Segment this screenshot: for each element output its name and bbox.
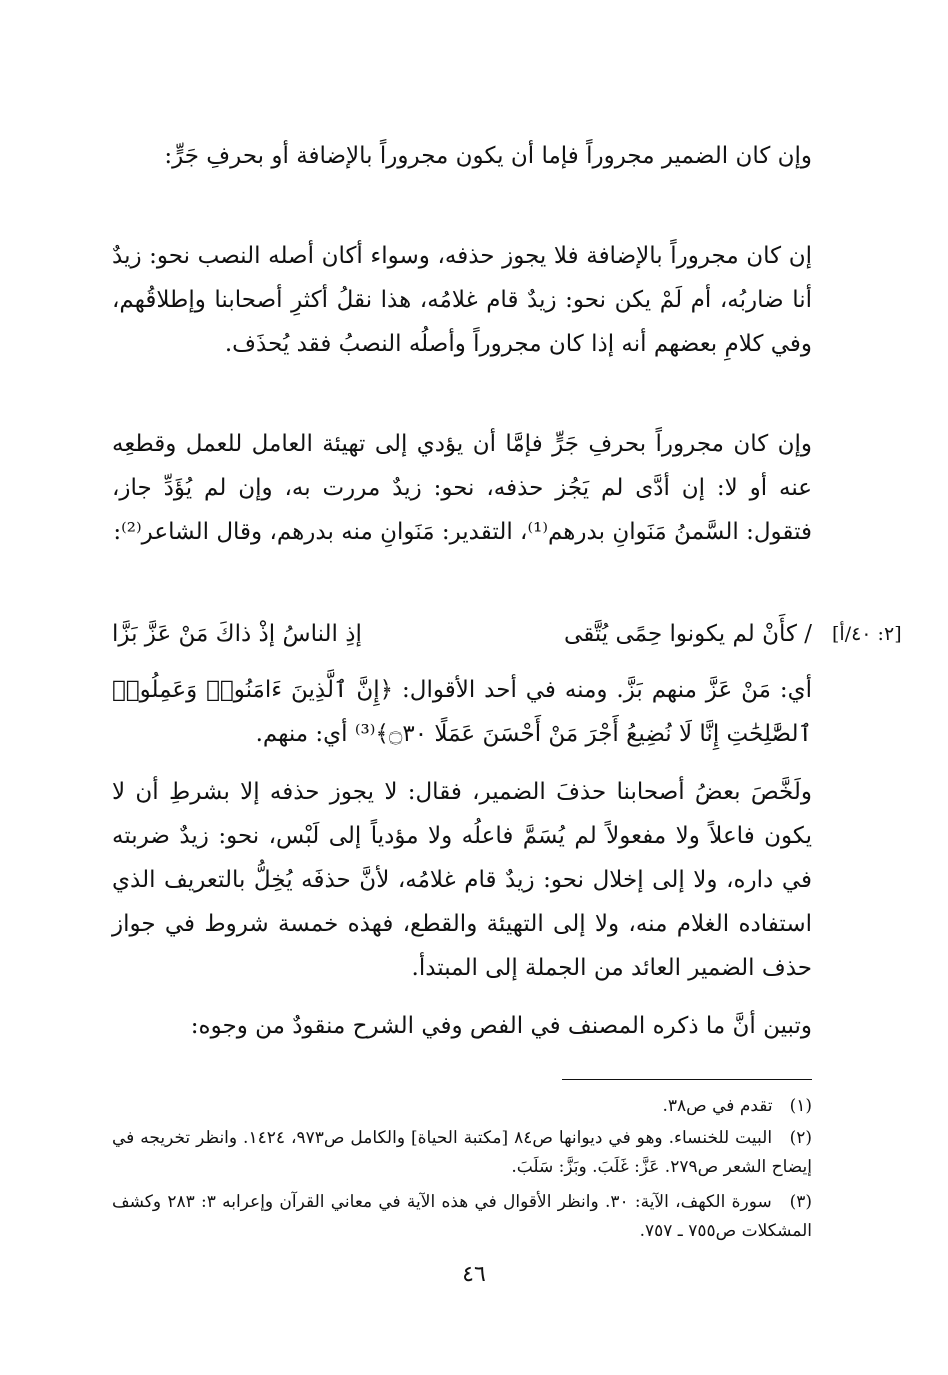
paragraph-3: وإن كان مجروراً بحرفِ جَرٍّ فإمَّا أن يؤدي إلى تهيئة العامل للعمل وقطعِه عنه أو لا: إن أدَّى لم يَجُز حذفه، نحو: زيدٌ مررت به، وإن لم يُؤَدِّ جاز، فتقول: السَّمنُ مَنَوانِ بدرهم⁽¹⁾، التقدير: مَنَوانِ منه بدرهم، وقال الشاعر⁽²⁾: <box>112 431 812 545</box>
footnote-text: البيت للخنساء. وهو في ديوانها ص٨٤ [مكتبة الحياة] والكامل ص٩٧٣، ١٤٢٤. وانظر تخريجه في إيضاح الشعر ص٢٧٩. عَزَّ: غَلَبَ. وبَزَّ: سَلَبَ. <box>112 1128 812 1177</box>
footnote-2 <box>112 1124 812 1182</box>
paragraph-4: أي: مَنْ عَزَّ منهم بَزَّ. ومنه في أحد الأقوال: ﴿إِنَّ ٱلَّذِينَ ءَامَنُوا۟ وَعَمِلُوا۟ ٱلصَّٰلِحَٰتِ إِنَّا لَا نُضِيعُ أَجْرَ مَنْ أَحْسَنَ عَمَلًا ۝٣٠﴾⁽³⁾ أي: منهم. <box>112 677 812 747</box>
paragraph-1: وإن كان الضمير مجروراً فإما أن يكون مجروراً بالإضافة أو بحرفِ جَرٍّ: <box>164 143 812 169</box>
footnote-1 <box>112 1092 812 1121</box>
verse-second-hemistich: إذِ الناسُ إذْ ذاكَ مَنْ عَزَّ بَزَّا <box>112 621 362 647</box>
page-number: ٤٦ <box>462 1262 486 1287</box>
footnote-separator <box>562 1079 812 1080</box>
footnote-number: (٢) <box>789 1128 813 1148</box>
poetry-verse <box>112 612 812 656</box>
verse-first-hemistich: / كأَنْ لم يكونوا حِمًى يُتَّقى <box>564 621 812 647</box>
footnote-text: سورة الكهف، الآية: ٣٠. وانظر الأقوال في هذه الآية في معاني القرآن وإعرابه ٣: ٢٨٣ وكشف المشكلات ص٧٥٥ ـ ٧٥٧. <box>112 1192 812 1241</box>
footnote-number: (٣) <box>789 1192 812 1212</box>
footnote-text: تقدم في ص٣٨. <box>662 1096 773 1116</box>
paragraph-6: وتبين أنَّ ما ذكره المصنف في الفص وفي الشرح منقودٌ من وجوه: <box>190 1013 812 1039</box>
margin-folio-reference: [٢: ٤٠/أ] <box>832 623 902 645</box>
paragraph-5: ولَخَّصَ بعضُ أصحابنا حذفَ الضمير، فقال: لا يجوز حذفه إلا بشرطِ أن لا يكون فاعلاً ولا مفعولاً لم يُسَمَّ فاعلُه ولا مؤدياً إلى لَبْس، نحو: زيدٌ ضربته في داره، ولا إلى إخلال نحو: زيدٌ قام غلامُه، لأنَّ حذفَه يُخِلُّ بالتعريف الذي استفاده الغلام منه، ولا إلى التهيئة والقطع، فهذه خمسة شروط في جواز حذف الضمير العائد من الجملة إلى المبتدأ. <box>112 779 812 981</box>
footnote-3 <box>112 1188 812 1246</box>
footnote-number: (١) <box>789 1096 812 1116</box>
paragraph-2: إن كان مجروراً بالإضافة فلا يجوز حذفه، وسواء أكان أصله النصب نحو: زيدٌ أنا ضاربُه، أم لَمْ يكن نحو: زيدٌ قام غلامُه، هذا نقلُ أكثرِ أصحابنا وإطلاقُهم، وفي كلامِ بعضهم أنه إذا كان مجروراً وأصلُه النصبُ فقد يُحذَف. <box>112 243 812 357</box>
